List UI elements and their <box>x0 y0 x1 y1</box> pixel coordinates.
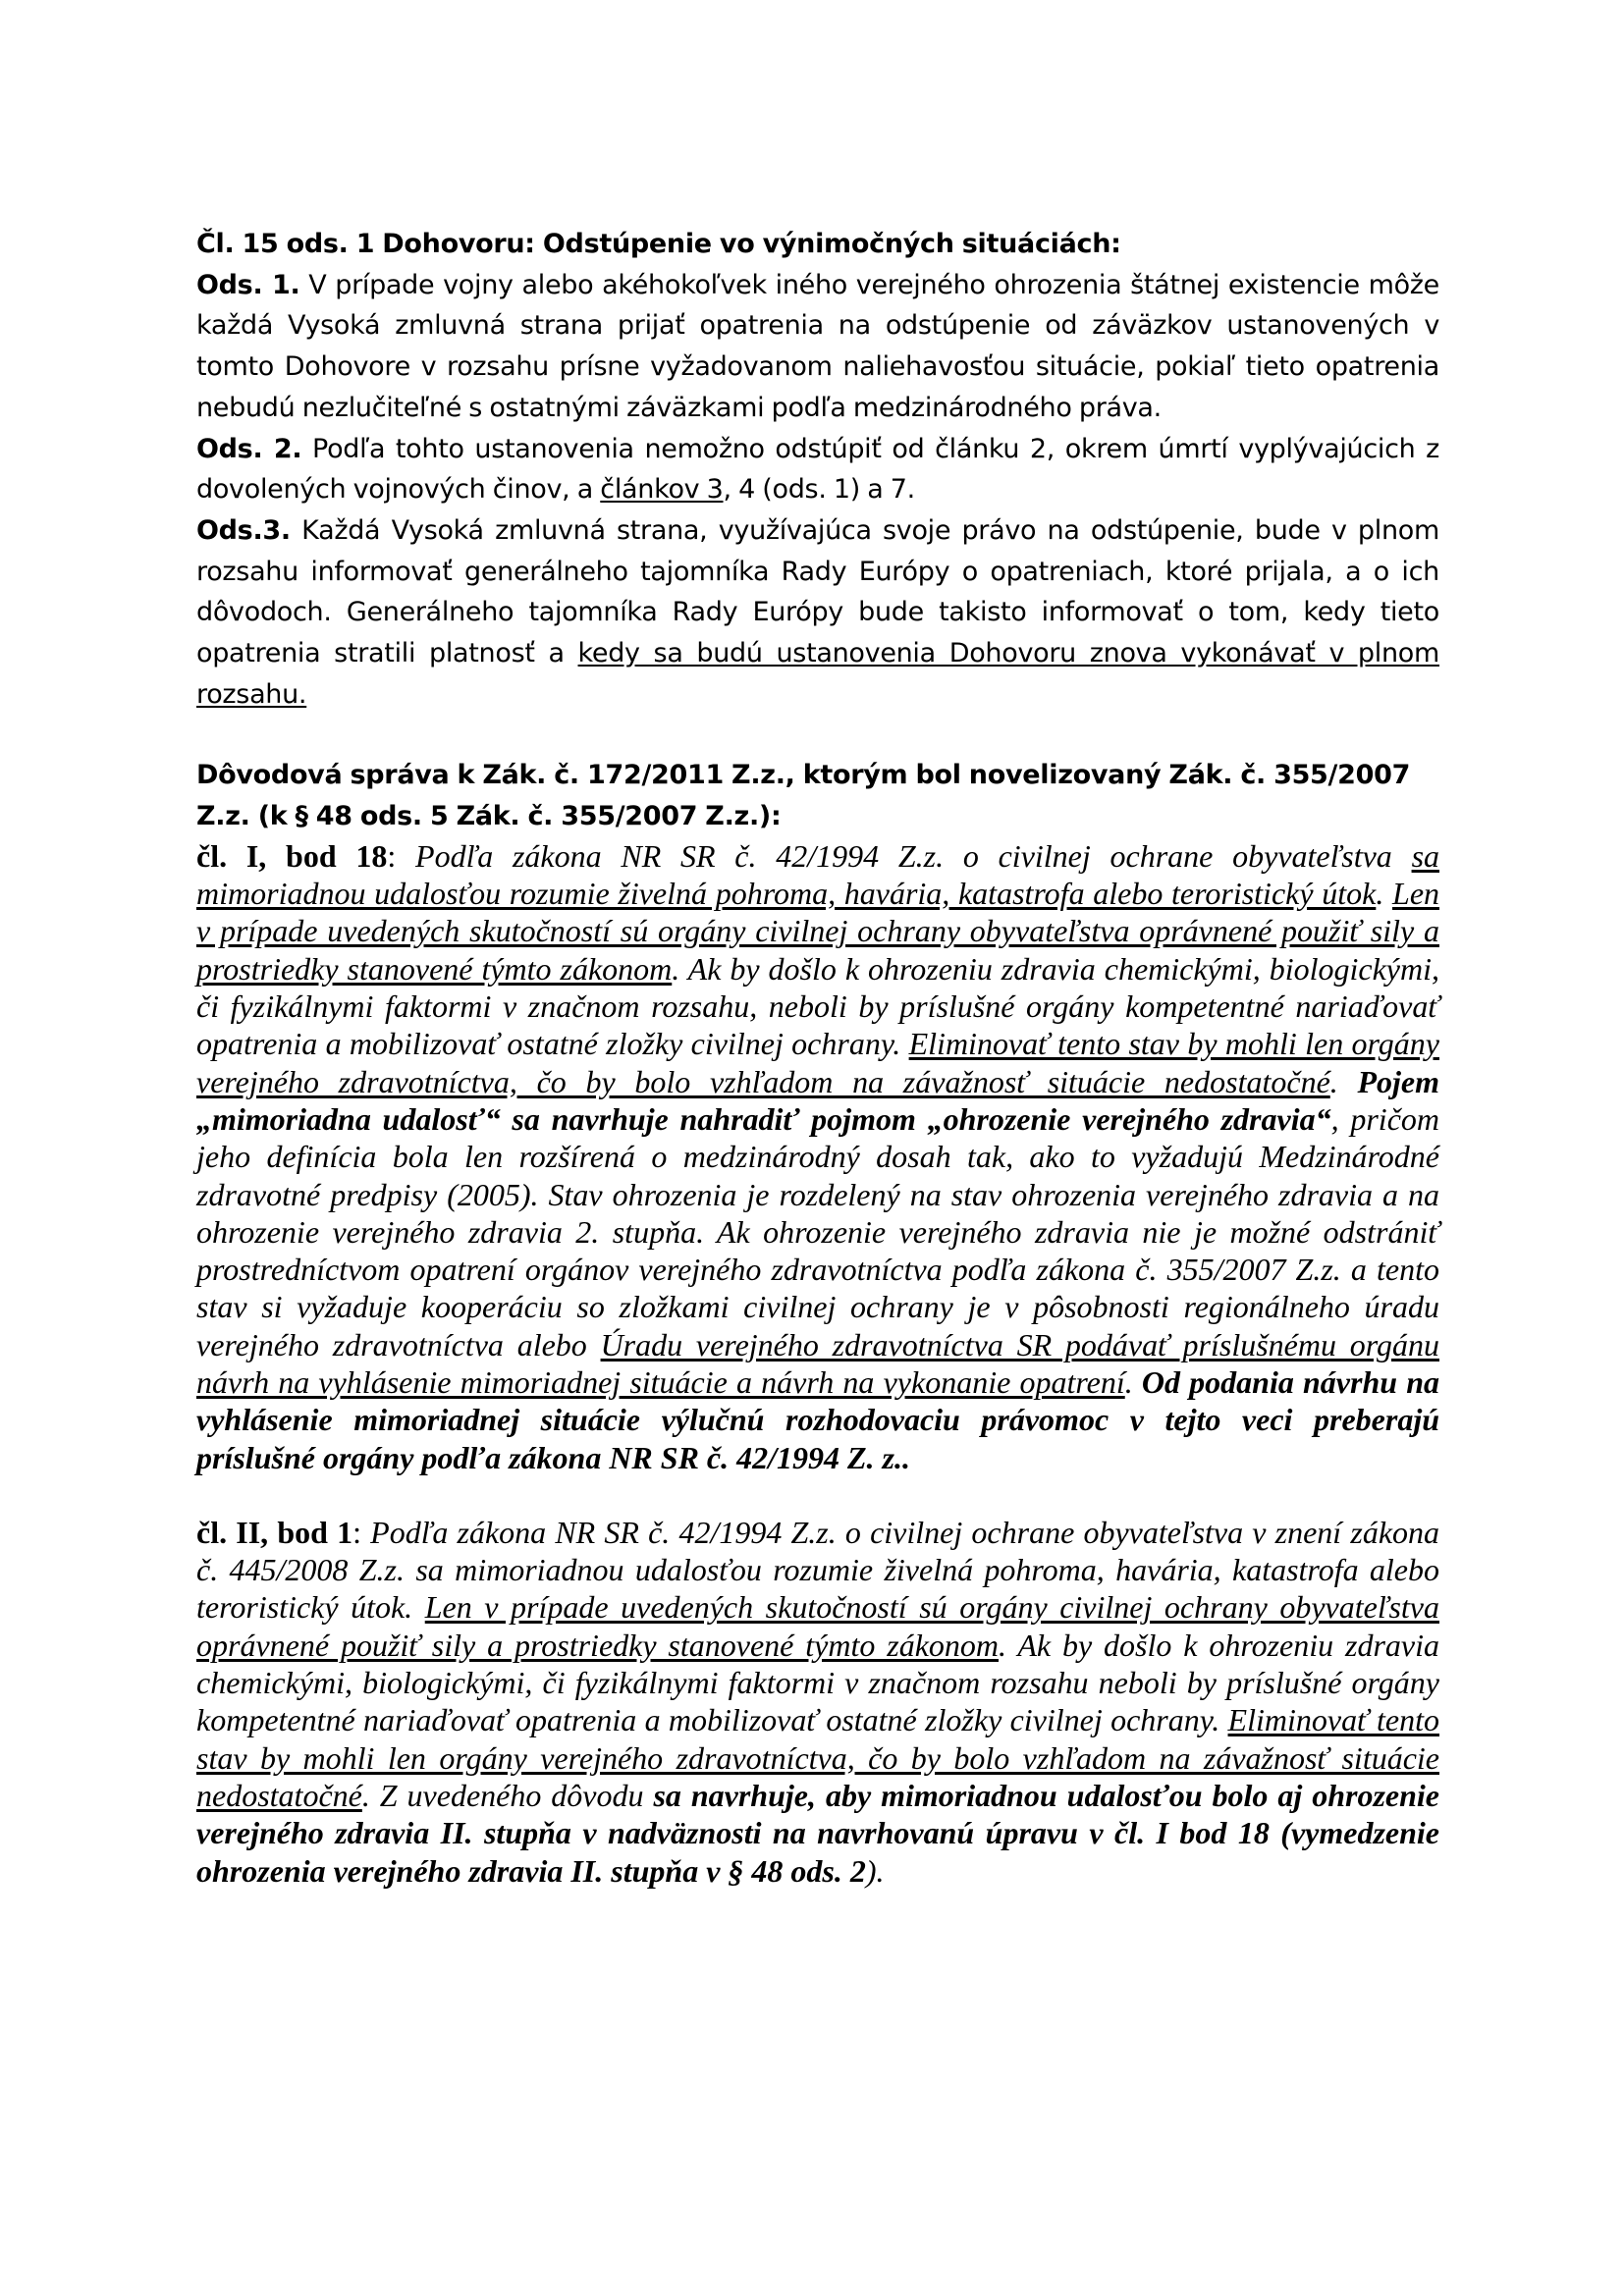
convention-article-section <box>196 224 1439 715</box>
explanatory-report-body <box>196 837 1439 1890</box>
cl-ii-bod-1-label: čl. II, bod 1 <box>196 1514 353 1550</box>
paragraph-cl-ii-bod-1: čl. II, bod 1: Podľa zákona NR SR č. 42/1994 Z.z. o civilnej ochrane obyvateľstva v znení zákona č. 445/2008 Z.z. sa mimoriadnou udalosťou rozumie živelná pohroma, havária, katastrofa alebo teroristický útok. Len v prípade uvedených skutočností sú orgány civilnej ochrany obyvateľstva oprávnené použiť sily a prostriedky stanovené týmto zákonom. Ak by došlo k ohrozeniu zdravia chemickými, biologickými, či fyzikálnymi faktormi v značnom rozsahu neboli by príslušné orgány kompetentné nariaďovať opatrenia a mobilizovať ostatné zložky civilnej ochrany. Eliminovať tento stav by mohli len orgány verejného zdravotníctva, čo by bolo vzhľadom na závažnosť situácie nedostatočné. Z uvedeného dôvodu sa navrhuje, aby mimoriadnou udalosťou bolo aj ohrozenie verejného zdravia II. stupňa v nadväznosti na navrhovanú úpravu v čl. I bod 18 (vymedzenie ohrozenia verejného zdravia II. stupňa v § 48 ods. 2). <box>196 1514 1440 1889</box>
document-page <box>196 224 1439 1890</box>
paragraph-ods-2 <box>196 429 1439 510</box>
ods-2-text: Podľa tohto ustanovenia nemožno odstúpiť od článku 2, okrem úmrtí vyplývajúcich z dovolených vojnových činov, a <box>196 433 1439 506</box>
ods-2-label: Ods. 2. <box>196 433 302 464</box>
bold-italic-text: sa navrhuje, aby mimoriadnou udalosťou bolo aj ohrozenie verejného zdravia II. stupňa v nadväznosti na navrhovanú úpravu v čl. I bod 18 (vymedzenie ohrozenia verejného zdravia II. stupňa v § 48 ods. 2 <box>196 1777 1440 1889</box>
paragraph-ods-3 <box>196 510 1439 716</box>
ods-3-text: Každá Vysoká zmluvná strana, využívajúca svoje právo na odstúpenie, bude v plnom rozsahu informovať generálneho tajomníka Rady Európy o opatreniach, ktoré prijala, a o ich dôvodoch. Generálneho tajomníka Rady Európy bude takisto informovať o tom, kedy tieto opatrenia stratili platnosť a <box>196 514 1439 669</box>
underlined-text: Len v prípade uvedených skutočností sú orgány civilnej ochrany obyvateľstva oprávnené použiť sily a prostriedky stanovené týmto zákonom <box>196 1589 1440 1663</box>
underlined-text: Úradu verejného zdravotníctva SR podávať príslušnému orgánu návrh na vyhlásenie mimoriadnej situácie a návrh na vykonanie opatrení <box>196 1326 1440 1400</box>
article-heading: Čl. 15 ods. 1 Dohovoru: Odstúpenie vo výnimočných situáciách: <box>196 229 1121 259</box>
underlined-text: sa mimoriadnou udalosťou rozumie živelná pohroma, havária, katastrofa alebo teroristický útok <box>196 837 1440 912</box>
bold-italic-text: Od podania návrhu na vyhlásenie mimoriadnej situácie výlučnú rozhodovaciu právomoc v tejto veci preberajú príslušné orgány podľa zákona NR SR č. 42/1994 Z. z.. <box>196 1364 1440 1475</box>
bold-italic-text: Pojem „mimoriadna udalosť“ sa navrhuje nahradiť pojmom „ohrozenie verejného zdravia“ <box>196 1063 1439 1137</box>
ods-3-underlined-text: kedy sa budú ustanovenia Dohovoru znova vykonávať v plnom rozsahu. <box>196 638 1440 710</box>
ods-1-text: V prípade vojny alebo akéhokoľvek iného verejného ohrozenia štátnej existencie môže každá Vysoká zmluvná strana prijať opatrenia na odstúpenie od záväzkov ustanovených v tomto Dohovore v rozsahu prísne vyžadovanom naliehavosťou situácie, pokiaľ tieto opatrenia nebudú nezlučiteľné s ostatnými záväzkami podľa medzinárodného práva. <box>196 269 1439 423</box>
underlined-text: Eliminovať tento stav by mohli len orgány verejného zdravotníctva, čo by bolo vzhľadom na závažnosť situácie nedostatočné <box>196 1702 1440 1813</box>
ods-1-label: Ods. 1. <box>196 269 300 300</box>
ods-2-text-end: , 4 (ods. 1) a 7. <box>723 474 915 506</box>
article-link[interactable]: článkov 3 <box>600 474 724 506</box>
underlined-text: Eliminovať tento stav by mohli len orgány verejného zdravotníctva, čo by bolo vzhľadom na závažnosť situácie nedostatočné <box>196 1026 1440 1099</box>
explanatory-report-heading-block <box>196 755 1439 836</box>
ods-3-label: Ods.3. <box>196 514 291 546</box>
underlined-text: Len v prípade uvedených skutočností sú orgány civilnej ochrany obyvateľstva oprávnené použiť sily a prostriedky stanovené týmto zákonom <box>196 876 1440 987</box>
explanatory-report-heading: Dôvodová správa k Zák. č. 172/2011 Z.z., ktorým bol novelizovaný Zák. č. 355/2007 Z.z. (k § 48 ods. 5 Zák. č. 355/2007 Z.z.): <box>196 760 1411 832</box>
paragraph-ods-1 <box>196 265 1439 429</box>
paragraph-cl-i-bod-18: čl. I, bod 18: Podľa zákona NR SR č. 42/1994 Z.z. o civilnej ochrane obyvateľstva sa mimoriadnou udalosťou rozumie živelná pohroma, havária, katastrofa alebo teroristický útok. Len v prípade uvedených skutočností sú orgány civilnej ochrany obyvateľstva oprávnené použiť sily a prostriedky stanovené týmto zákonom. Ak by došlo k ohrozeniu zdravia chemickými, biologickými, či fyzikálnymi faktormi v značnom rozsahu, neboli by príslušné orgány kompetentné nariaďovať opatrenia a mobilizovať ostatné zložky civilnej ochrany. Eliminovať tento stav by mohli len orgány verejného zdravotníctva, čo by bolo vzhľadom na závažnosť situácie nedostatočné. Pojem „mimoriadna udalosť“ sa navrhuje nahradiť pojmom „ohrozenie verejného zdravia“, pričom jeho definícia bola len rozšírená o medzinárodný dosah tak, ako to vyžadujú Medzinárodné zdravotné predpisy (2005). Stav ohrozenia je rozdelený na stav ohrozenia verejného zdravia a na ohrozenie verejného zdravia 2. stupňa. Ak ohrozenie verejného zdravia nie je možné odstrániť prostredníctvom opatrení orgánov verejného zdravotníctva podľa zákona č. 355/2007 Z.z. a tento stav si vyžaduje kooperáciu so zložkami civilnej ochrany je v pôsobnosti regionálneho úradu verejného zdravotníctva alebo Úradu verejného zdravotníctva SR podávať príslušnému orgánu návrh na vyhlásenie mimoriadnej situácie a návrh na vykonanie opatrení. Od podania návrhu na vyhlásenie mimoriadnej situácie výlučnú rozhodovaciu právomoc v tejto veci preberajú príslušné orgány podľa zákona NR SR č. 42/1994 Z. z.. <box>196 837 1440 1475</box>
cl-i-bod-18-label: čl. I, bod 18 <box>196 837 388 874</box>
